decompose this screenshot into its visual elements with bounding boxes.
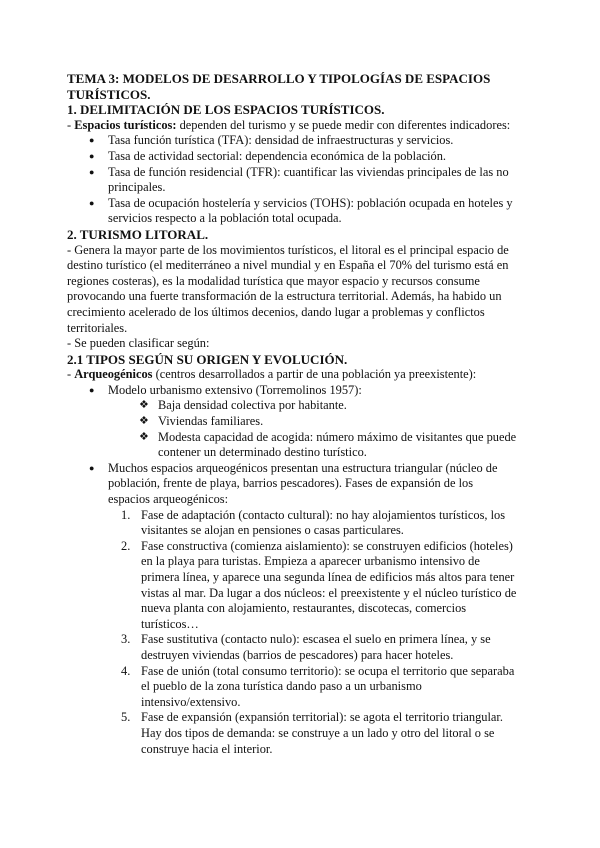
list-item-text: Modelo urbanismo extensivo (Torremolinos 1957): <box>108 382 362 397</box>
intro-text: dependen del turismo y se puede medir con diferentes indicadores: <box>176 117 511 132</box>
sub-list-item <box>67 398 517 414</box>
document-title: TEMA 3: MODELOS DE DESARROLLO Y TIPOLOGÍAS DE ESPACIOS TURÍSTICOS. <box>67 71 491 102</box>
bullet-marker: ● <box>89 150 95 161</box>
intro-term: Arqueogénicos <box>74 367 153 382</box>
sub-list-item <box>67 414 517 430</box>
section-2-1-intro <box>67 367 517 383</box>
bullet-marker: ● <box>89 462 95 473</box>
phase-number: 1. <box>121 507 131 522</box>
document-page <box>67 71 517 757</box>
bullet-marker: ● <box>89 384 95 395</box>
phase-text: Fase de adaptación (contacto cultural): no hay alojamientos turísticos, los visitantes se alojan en pensiones o casas particulares. <box>141 507 506 538</box>
phase-item <box>67 539 517 633</box>
diamond-bullet-icon: ❖ <box>139 430 149 443</box>
phase-number: 2. <box>121 538 131 553</box>
phase-number: 4. <box>121 663 131 678</box>
bullet-marker: ● <box>89 166 95 177</box>
section-1-intro <box>67 118 517 134</box>
list-item-text: Muchos espacios arqueogénicos presentan una estructura triangular (núcleo de población, frente de playa, barrios pescadores). Fases de expansión de los espacios arqueogénicos: <box>108 460 498 507</box>
section-2-heading: 2. TURISMO LITORAL. <box>67 226 209 242</box>
list-item-text: Tasa de función residencial (TFR): cuantificar las viviendas principales de las no principales. <box>108 164 509 195</box>
bullet-marker: ● <box>89 135 95 146</box>
diamond-bullet-icon: ❖ <box>139 415 149 428</box>
list-item <box>67 461 517 508</box>
phase-item <box>67 508 517 539</box>
phase-text: Fase de unión (total consumo territorio): se ocupa el territorio que separaba el pueblo de la zona turística dando paso a un urbanismo intensivo/extensivo. <box>141 663 515 709</box>
phase-number: 5. <box>121 710 131 725</box>
sub-list-item-text: Modesta capacidad de acogida: número máximo de visitantes que puede contener un determinado destino turístico. <box>158 429 517 460</box>
section-2-1-heading: 2.1 TIPOS SEGÚN SU ORIGEN Y EVOLUCIÓN. <box>67 351 348 367</box>
section-2-classify: - Se pueden clasificar según: <box>67 336 210 351</box>
list-item-text: Tasa función turística (TFA): densidad de infraestructuras y servicios. <box>108 133 454 148</box>
section-1-heading: 1. DELIMITACIÓN DE LOS ESPACIOS TURÍSTICOS. <box>67 102 385 118</box>
list-item-text: Tasa de actividad sectorial: dependencia económica de la población. <box>108 148 447 163</box>
phase-item <box>67 632 517 663</box>
sub-list <box>67 398 517 460</box>
sub-list-item-text: Viviendas familiares. <box>158 414 264 429</box>
phase-item <box>67 710 517 757</box>
sub-list-item-text: Baja densidad colectiva por habitante. <box>158 398 347 413</box>
list-item <box>67 133 517 149</box>
section-2-paragraph: - Genera la mayor parte de los movimientos turísticos, el litoral es el principal espacio de destino turístico (el mediterráneo a nivel mundial y en España el 70% del turismo está en regiones costeras), es la modalidad turística que mayor espacio y recursos consume provocando una fuerte transformación de la estructura territorial. Además, ha habido un crecimiento acelerado de los últimos decenios, dando lugar a problemas y conflictos territoriales. <box>67 242 509 335</box>
archeogenic-list-2 <box>67 461 517 508</box>
list-item <box>67 196 517 227</box>
list-item-text: Tasa de ocupación hostelería y servicios (TOHS): población ocupada en hoteles y servicios respecto a la población total ocupada. <box>108 195 513 226</box>
archeogenic-list <box>67 383 517 399</box>
intro-text: (centros desarrollados a partir de una población ya preexistente): <box>152 367 477 382</box>
phases-list <box>67 508 517 758</box>
intro-term: Espacios turísticos: <box>74 117 177 132</box>
list-item <box>67 383 517 399</box>
phase-text: Fase de expansión (expansión territorial): se agota el territorio triangular. Hay dos tipos de demanda: se construye a un lado y otro del litoral o se construye hacia el interior. <box>141 710 503 756</box>
list-item <box>67 149 517 165</box>
sub-list-item <box>67 430 517 461</box>
phase-text: Fase constructiva (comienza aislamiento): se construyen edificios (hoteles) en la playa para turistas. Empieza a aparecer urbanismo intensivo de primera línea, y aparece una segunda línea de edificios más altos para tener vistas al mar. Da lugar a dos núcleos: el preexistente y el núcleo turístico de nueva planta con alojamiento, restaurantes, discotecas, comercios turísticos… <box>141 538 517 631</box>
phase-number: 3. <box>121 632 131 647</box>
intro-dash: - <box>67 367 75 382</box>
list-item <box>67 165 517 196</box>
phase-item <box>67 664 517 711</box>
intro-dash: - <box>67 117 75 132</box>
phase-text: Fase sustitutiva (contacto nulo): escasea el suelo en primera línea, y se destruyen viviendas (barrios de pescadores) para hacer hoteles. <box>141 632 491 662</box>
indicator-list <box>67 133 517 227</box>
bullet-marker: ● <box>89 197 95 208</box>
diamond-bullet-icon: ❖ <box>139 399 149 412</box>
